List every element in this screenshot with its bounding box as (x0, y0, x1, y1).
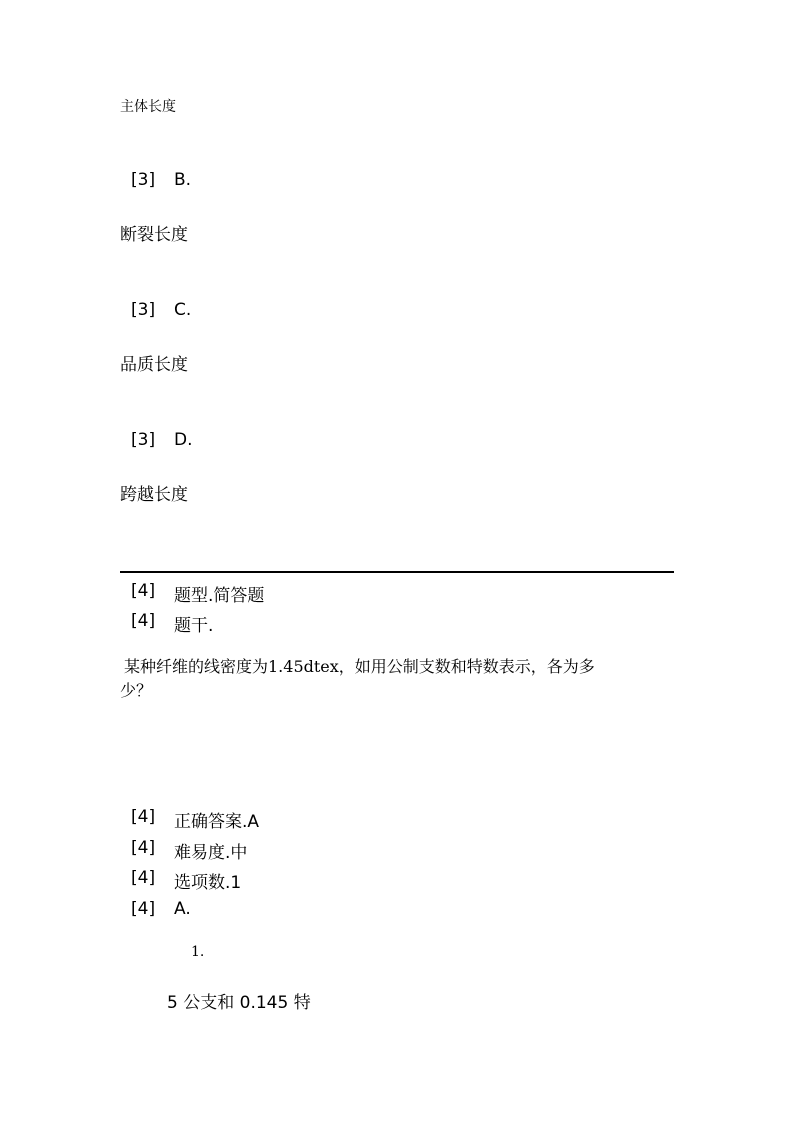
option-count: 选项数.1 (174, 873, 242, 893)
answer-list-number: 1. (191, 944, 205, 960)
option-c-label: C. (174, 300, 192, 320)
difficulty: 难易度.中 (174, 843, 248, 863)
option-b-marker: [3] (131, 170, 156, 190)
question-divider (120, 571, 674, 573)
option-c-marker: [3] (131, 300, 156, 320)
option-b-label: B. (174, 170, 192, 190)
option-count-marker: [4] (131, 868, 156, 888)
question-stem-line-1: 某种纤维的线密度为1.45dtex，如用公制支数和特数表示，各为多 (124, 657, 595, 676)
difficulty-marker: [4] (131, 838, 156, 858)
option-b-text: 断裂长度 (120, 225, 188, 245)
question-type-marker: [4] (131, 581, 156, 601)
option-d-text: 跨越长度 (120, 485, 188, 505)
question-stem-marker: [4] (131, 611, 156, 631)
option-d-label: D. (174, 430, 193, 450)
question-stem-line-2: 少？ (120, 681, 153, 700)
answer-option-marker: [4] (131, 899, 156, 919)
question-stem-label: 题干. (174, 616, 214, 636)
correct-answer: 正确答案.A (174, 812, 260, 832)
answer-text: 5 公支和 0.145 特 (167, 993, 311, 1013)
option-c-text: 品质长度 (120, 355, 188, 375)
question-type-label: 题型.简答题 (174, 586, 265, 606)
answer-option-label: A. (174, 899, 191, 919)
answer-marker: [4] (131, 807, 156, 827)
option-d-marker: [3] (131, 430, 156, 450)
option-a-text: 主体长度 (120, 99, 176, 115)
